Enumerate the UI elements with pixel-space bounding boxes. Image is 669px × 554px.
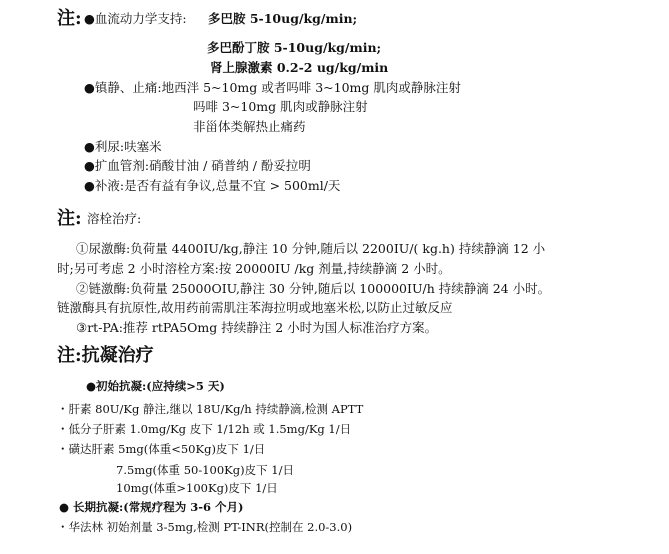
longterm-anticoag-heading: ● 长期抗凝:(常规疗程为 3-6 个月) <box>59 500 244 514</box>
drug-dopamine: 多巴胺 5-10ug/kg/min; <box>208 11 358 26</box>
fondaparinux-dose-3: 10mg(体重>100Kg)皮下 1/日 <box>116 481 278 495</box>
anticoagulation-title: 注:抗凝治疗 <box>57 345 154 366</box>
fondaparinux-dose-2: 7.5mg(体重 50-100Kg)皮下 1/日 <box>116 463 294 477</box>
fluid-item: ●补液:是否有益有争议,总量不宜 > 500ml/天 <box>84 178 341 193</box>
note-marker-1: 注: <box>57 8 82 29</box>
rtpa-line: ③rt-PA:推荐 rtPA5Omg 持续静注 2 小时为国人标准治疗方案。 <box>76 320 438 335</box>
streptokinase-line-1: ②链激酶:负荷量 25000OIU,静注 30 分钟,随后以 100000IU/h 持续静滴 24 小时。 <box>76 281 551 296</box>
lmwh-line: ・低分子肝素 1.0mg/Kg 皮下 1/12h 或 1.5mg/Kg 1/日 <box>57 422 352 436</box>
sedation-line-3: 非甾体类解热止痛药 <box>193 119 306 134</box>
vasodilator-item: ●扩血管剂:硝酸甘油 / 硝普纳 / 酚妥拉明 <box>84 158 311 173</box>
drug-dobutamine: 多巴酚丁胺 5-10ug/kg/min; <box>207 40 382 55</box>
urokinase-line-2: 时;另可考虑 2 小时溶栓方案:按 20000IU /kg 剂量,持续静滴 2 小时。 <box>57 261 451 276</box>
diuretic-item: ●利尿:呋塞米 <box>84 139 162 154</box>
drug-epinephrine: 肾上腺激素 0.2-2 ug/kg/min <box>210 60 389 75</box>
sedation-line-2: 吗啡 3~10mg 肌肉或静脉注射 <box>193 99 368 114</box>
hemodynamic-support-label: ●血流动力学支持: <box>84 11 187 26</box>
initial-anticoag-heading: ●初始抗凝:(应持续>5 天) <box>86 379 225 393</box>
urokinase-line-1: ①尿激酶:负荷量 4400IU/kg,静注 10 分钟,随后以 2200IU/( kg.h) 持续静滴 12 小 <box>76 241 546 256</box>
warfarin-line: ・华法林 初始剂量 3-5mg,检测 PT-INR(控制在 2.0-3.0) <box>57 520 353 534</box>
thrombolysis-title: 溶栓治疗: <box>87 211 142 226</box>
streptokinase-line-2: 链激酶具有抗原性,故用药前需肌注苯海拉明或地塞米松,以防止过敏反应 <box>57 300 453 315</box>
heparin-line: ・肝素 80U/Kg 静注,继以 18U/Kg/h 持续静滴,检测 APTT <box>57 402 364 416</box>
sedation-line-1: ●镇静、止痛:地西泮 5~10mg 或者吗啡 3~10mg 肌肉或静脉注射 <box>84 80 461 95</box>
note-marker-2: 注: <box>57 208 82 229</box>
fondaparinux-line: ・磺达肝素 5mg(体重<50Kg)皮下 1/日 <box>57 442 266 456</box>
